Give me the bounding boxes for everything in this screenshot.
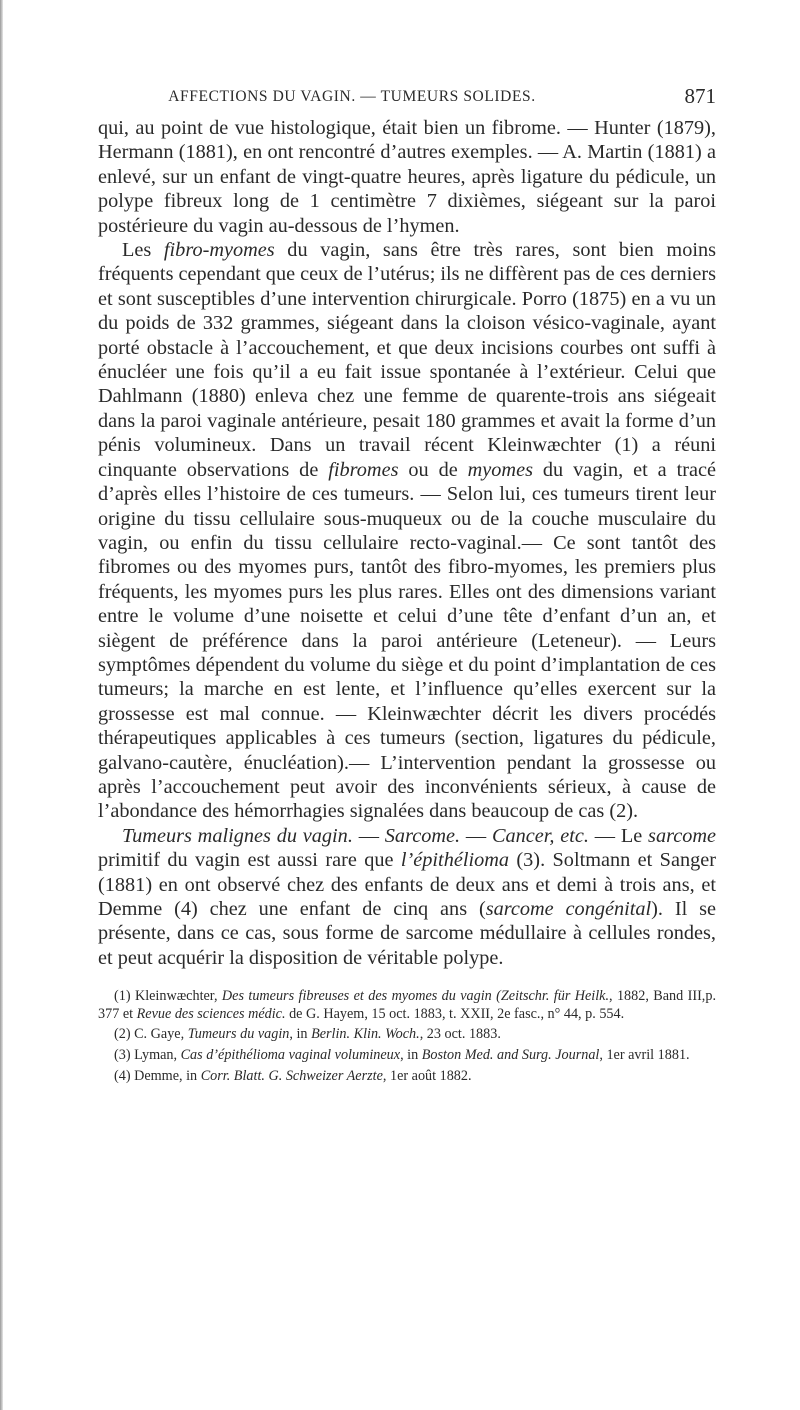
text-run: (4) Demme, in <box>114 1067 201 1084</box>
italic-text-run: sarcome congénital <box>485 898 652 920</box>
running-head <box>98 84 716 114</box>
page-binding-edge <box>0 0 3 1410</box>
text-run: du vagin, sans être très rares, sont bien moins fréquents cependant que ceux de l’utérus; ils ne diffèrent pas de ces derniers et sont susceptibles d’une intervention chirurgicale. Porro (1875) en a vu un du poids de 332 grammes, siégeant dans la cloison vésico-vaginale, ayant porté obstacle à l’accouchement, et que deux incisions courbes ont suffi à énucléer une fois qu’il a eu fait issue spontanée à l’extérieur. Celui que Dahlmann (1880) enleva chez une femme de quarente-trois ans siégeait dans la paroi vaginale antérieure, pesait 180 grammes et avait la forme d’un pénis volumineux. Dans un travail récent Kleinwæchter (1) a réuni cinquante observations de <box>98 239 716 481</box>
text-run: , 23 oct. 1883. <box>419 1026 501 1043</box>
text-run: — Le <box>588 824 649 847</box>
italic-text-run: Cas d’épithélioma vaginal volumineux <box>180 1047 401 1063</box>
italic-text-run: sarcome <box>648 824 717 847</box>
page-number: 871 <box>684 84 716 108</box>
footnote-3 <box>98 1047 716 1065</box>
text-run: (3). Soltmann et Sanger (1881) en ont observé chez des enfants de deux ans et demi à trois ans, et Demme (4) chez une enfant de cinq ans ( <box>98 849 716 920</box>
running-title: AFFECTIONS DU VAGIN. — TUMEURS SOLIDES. <box>168 88 536 105</box>
italic-text-run: fibro-myomes <box>163 239 275 262</box>
italic-text-run: fibromes <box>328 458 399 481</box>
text-run: , in <box>400 1047 422 1063</box>
text-run: primitif du vagin est aussi rare que <box>98 849 401 872</box>
text-run: — <box>460 824 492 847</box>
paragraph-1 <box>98 116 716 238</box>
text-run: , in <box>289 1026 312 1043</box>
footnote-1 <box>98 988 716 1023</box>
text-run: (2) C. Gaye, <box>114 1026 188 1043</box>
body-text <box>98 116 716 970</box>
italic-text-run: Sarcome. <box>384 824 461 847</box>
italic-text-run: Corr. Blatt. G. Schweizer Aerzte <box>200 1067 383 1084</box>
italic-text-run: Des tumeurs fibreuses et des myomes du vagin (Zeitschr. für Heilk. <box>221 988 610 1005</box>
text-run: ). Il se présente, dans ce cas, sous forme de sarcome médullaire à cellules rondes, et peut acquérir la disposition de véritable polype. <box>98 898 717 969</box>
italic-text-run: Boston Med. and Surg. Journal <box>421 1047 600 1063</box>
italic-text-run: Tumeurs du vagin <box>187 1026 290 1043</box>
book-page <box>98 84 717 1088</box>
text-run: qui, au point de vue histologique, était bien un fibrome. — Hunter (1879), Hermann (1881), en ont rencontré d’autres exemples. — A. Martin (1881) a enlevé, sur un enfant de vingt-quatre heures, après ligature du pédicule, un polype fibreux long de 1 centimètre 7 dixièmes, siégeant sur la paroi postérieure du vagin au-dessous de l’hymen. <box>98 117 716 237</box>
footnote-2 <box>98 1026 716 1044</box>
italic-text-run: Tumeurs malignes du vagin. <box>122 824 353 847</box>
paragraph-2 <box>98 238 716 824</box>
footnote-4 <box>98 1068 716 1086</box>
text-run: , 1er avril 1881. <box>599 1047 690 1063</box>
text-run: , 1882, Band III,p. 377 et <box>98 988 716 1022</box>
text-run: ou de <box>398 458 468 481</box>
italic-text-run: Cancer, etc. <box>491 824 589 847</box>
text-run: , 1er août 1882. <box>382 1067 472 1084</box>
italic-text-run: myomes <box>467 458 533 481</box>
italic-text-run: l’épithélioma <box>400 849 510 872</box>
text-run: (1) Kleinwæchter, <box>114 988 222 1005</box>
italic-text-run: Berlin. Klin. Woch. <box>311 1026 420 1043</box>
text-run: (3) Lyman, <box>114 1047 181 1063</box>
text-run: du vagin, et a tracé d’après elles l’histoire de ces tumeurs. — Selon lui, ces tumeurs tirent leur origine du tissu cellulaire sous-muqueux ou de la couche musculaire du vagin, ou enfin du tissu cellulaire recto-vaginal.— Ce sont tantôt des fibromes ou des myomes purs, tantôt des fibro-myomes, les premiers plus fréquents, les myomes purs les plus rares. Elles ont des dimensions variant entre le volume d’une noisette et celui d’une tête d’enfant d’un an, et siègent de préférence dans la paroi antérieure (Leteneur). — Leurs symptômes dépendent du volume du siège et du point d’implantation de ces tumeurs; la marche en est lente, et l’influence qu’elles exercent sur la grossesse est mal connue. — Kleinwæchter décrit les divers procédés thérapeutiques applicables à ces tumeurs (section, ligatures du pédicule, galvano-cautère, énucléation).— L’intervention pendant la grossesse ou après l’accouchement peut avoir des inconvénients sérieux, à cause de l’abondance des hémorrhagies signalées dans beaucoup de cas (2). <box>98 458 716 823</box>
italic-text-run: Revue des sciences médic. <box>136 1005 286 1022</box>
paragraph-3 <box>98 824 716 970</box>
text-run: — <box>352 824 385 847</box>
text-run: Les <box>122 239 164 262</box>
text-run: de G. Hayem, 15 oct. 1883, t. XXII, 2e fasc., n° 44, p. 554. <box>285 1005 625 1022</box>
footnotes <box>98 988 716 1085</box>
